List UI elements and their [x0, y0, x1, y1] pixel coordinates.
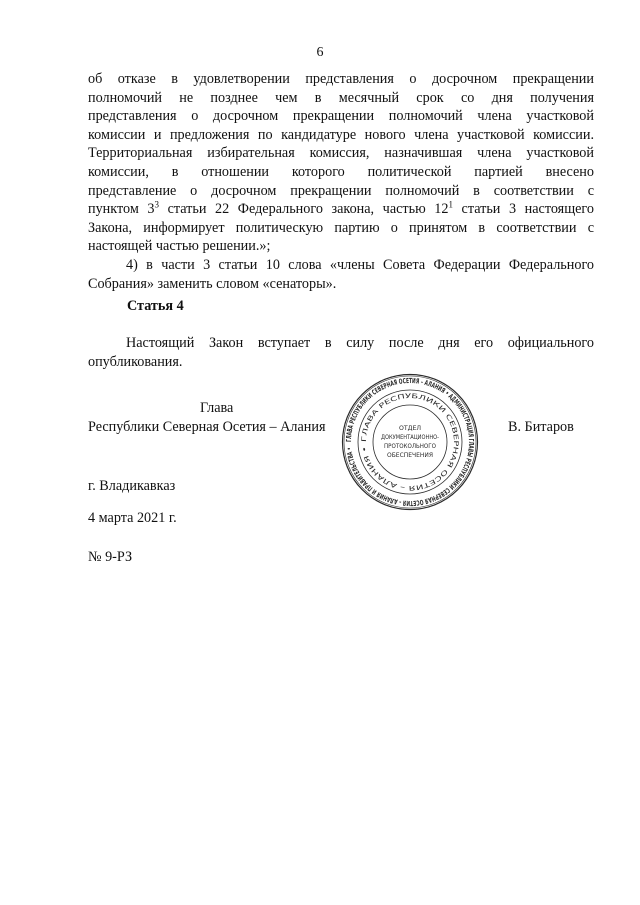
signing-date: 4 марта 2021 г. — [88, 510, 177, 526]
text-line: Территориальная избирательная комиссия, назначившая члена участковой — [88, 145, 594, 162]
seal-center-text: ПРОТОКОЛЬНОГО — [384, 443, 437, 450]
text-line-with-superscripts — [88, 200, 594, 219]
amendment-item-4: 4) в части 3 статьи 10 слова «члены Совета Федерации Федерального — [126, 256, 594, 273]
signatory-position: Республики Северная Осетия – Алания — [88, 419, 326, 435]
seal-center-text: ДОКУМЕНТАЦИОННО- — [381, 434, 439, 441]
law-number: № 9-РЗ — [88, 549, 133, 565]
text-line: Собрания» заменить словом «сенаторы». — [88, 275, 337, 292]
superscript: 1 — [448, 199, 453, 210]
article-3-continuation — [88, 70, 594, 293]
place-of-signing: г. Владикавказ — [88, 478, 176, 494]
official-seal-stamp — [341, 373, 479, 511]
seal-center-text: ОБЕСПЕЧЕНИЯ — [387, 452, 433, 459]
text-fragment: пунктом 3 — [88, 201, 155, 218]
text-line: опубликования. — [88, 353, 183, 370]
text-line: полномочий не позднее чем в месячный срок со дня получения — [88, 89, 594, 106]
seal-outer-text: ГЛАВА РЕСПУБЛИКИ СЕВЕРНАЯ ОСЕТИЯ – АЛАНИЯ • АДМИНИСТРАЦИЯ ГЛАВЫ РЕСПУБЛИКИ СЕВЕРНАЯ ОСЕТИЯ – АЛАНИЯ И ПРАВИТЕЛЬСТВА • — [344, 376, 476, 508]
text-line: представление о досрочном прекращении полномочий в соответствии с — [88, 182, 594, 199]
signatory-title: Глава — [200, 400, 234, 416]
svg-text:ГЛАВА РЕСПУБЛИКИ СЕВЕРНАЯ ОСЕТ — [360, 392, 460, 492]
superscript: 3 — [154, 199, 159, 210]
text-line: комиссии и предложения по кандидатуре нового члена участковой комиссии. — [88, 126, 594, 143]
seal-center-text: ОТДЕЛ — [398, 425, 422, 432]
text-line: настоящей частью решении.»; — [88, 238, 271, 255]
text-fragment: статьи 3 настоящего — [452, 201, 594, 218]
article-4-text — [88, 334, 594, 371]
text-fragment: статьи 22 Федерального закона, частью 12 — [158, 201, 449, 218]
text-line: представления о досрочном прекращении полномочий члена участковой — [88, 108, 594, 125]
text-line: Закона, информирует политическую партию о принятом в соответствии с — [88, 219, 594, 236]
signatory-name: В. Битаров — [508, 419, 574, 435]
seal-inner-text: ГЛАВА РЕСПУБЛИКИ СЕВЕРНАЯ ОСЕТИЯ – АЛАНИЯ • — [359, 391, 461, 492]
text-line: Настоящий Закон вступает в силу после дня его официального — [126, 335, 594, 351]
text-line: об отказе в удовлетворении представления о досрочном прекращении — [88, 71, 594, 87]
article-4-title: Статья 4 — [127, 298, 184, 314]
page-number: 6 — [316, 45, 324, 60]
text-line: комиссии, в отношении которого политической партией внесено — [88, 163, 594, 180]
